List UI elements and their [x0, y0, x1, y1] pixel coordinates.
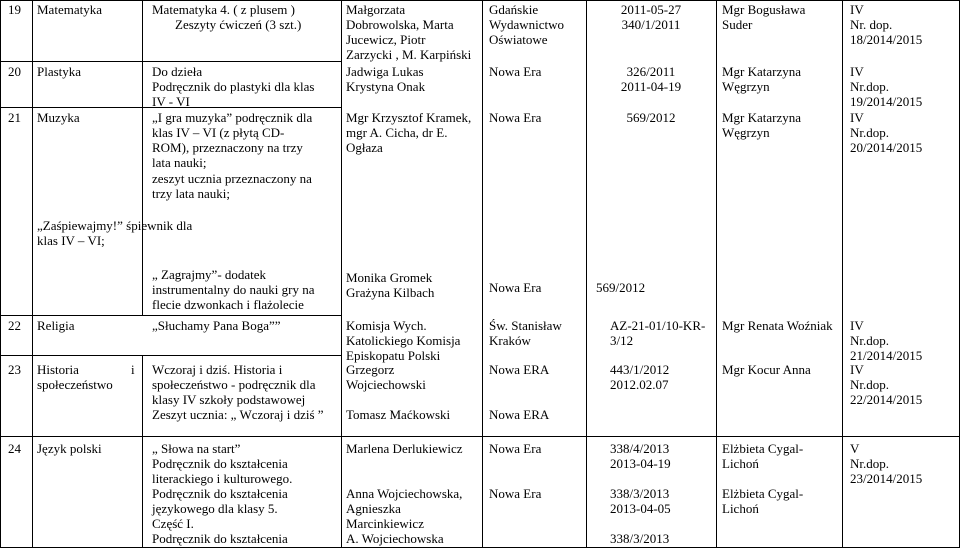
publisher-line: Wydawnictwo	[489, 17, 565, 32]
column-divider	[142, 355, 143, 548]
teacher-line: Mgr Kocur Anna	[722, 362, 811, 377]
publisher-line: Nowa Era	[489, 486, 542, 501]
subject-line: społeczeństwo	[37, 377, 113, 392]
subject-cell: Plastyka	[37, 64, 82, 79]
program-line: Nr.dop.	[850, 79, 889, 94]
program-line: 21/2014/2015	[850, 348, 923, 363]
teacher-line: Węgrzyn	[722, 125, 770, 140]
approval-line: 569/2012	[596, 280, 646, 295]
publisher-line: Nowa Era	[489, 441, 542, 456]
table-border-top	[0, 0, 960, 1]
title-line: Wczoraj i dziś. Historia i	[152, 362, 283, 377]
publisher-line: Kraków	[489, 333, 531, 348]
approval-line: 2013-04-19	[610, 456, 671, 471]
title-line: „Słuchamy Pana Boga””	[152, 318, 281, 333]
title-line: IV - VI	[152, 94, 190, 109]
teacher-line: Mgr Katarzyna	[722, 110, 802, 125]
approval-line: 2013-04-05	[610, 501, 671, 516]
title-line: flecie dzwonkach i flażolecie	[152, 297, 304, 312]
title-line: Matematyka 4. ( z plusem )	[152, 2, 295, 17]
title-line: językowego dla klasy 5.	[152, 501, 278, 516]
teacher-line: Mgr Renata Woźniak	[722, 318, 833, 333]
title-line: zeszyt ucznia przeznaczony na	[152, 171, 312, 186]
teacher-line: Elżbieta Cygal-	[722, 441, 804, 456]
approval-line: 338/3/2013	[610, 531, 670, 546]
title-line: klas IV – VI;	[37, 233, 105, 248]
title-line: Do dzieła	[152, 64, 203, 79]
approval-line: 443/1/2012	[610, 362, 670, 377]
author-line: Krystyna Onak	[346, 79, 426, 94]
title-line: Podręcznik do kształcenia	[152, 486, 288, 501]
program-line: Nr.dop.	[850, 333, 889, 348]
author-line: Zarzycki , M. Karpiński	[346, 47, 472, 62]
title-line: „ Zagrajmy”- dodatek	[152, 267, 267, 282]
author-line: Grażyna Kilbach	[346, 285, 435, 300]
row-divider	[0, 315, 341, 316]
author-line: Monika Gromek	[346, 270, 433, 285]
author-line: Jadwiga Lukas	[346, 64, 424, 79]
subject-cell: Religia	[37, 318, 75, 333]
column-divider	[0, 0, 1, 548]
teacher-line: Suder	[722, 17, 753, 32]
publisher-line: Nowa ERA	[489, 362, 550, 377]
author-line: Episkopatu Polski	[346, 348, 441, 363]
program-line: 18/2014/2015	[850, 32, 923, 47]
program-line: 23/2014/2015	[850, 471, 923, 486]
column-divider	[482, 0, 483, 548]
row-number: 20	[8, 64, 21, 79]
teacher-line: Lichoń	[722, 501, 759, 516]
teacher-line: Mgr Katarzyna	[722, 64, 802, 79]
row-number: 22	[8, 318, 21, 333]
program-line: Nr.dop.	[850, 456, 889, 471]
program-line: 20/2014/2015	[850, 140, 923, 155]
program-line: Nr.dop.	[850, 125, 889, 140]
author-line: Marlena Derlukiewicz	[346, 441, 463, 456]
author-line: Grzegorz	[346, 362, 395, 377]
title-line: Podręcznik do kształcenia	[152, 456, 288, 471]
title-line: lata nauki;	[152, 155, 207, 170]
title-line: „ Słowa na start”	[152, 441, 241, 456]
program-line: IV	[850, 64, 864, 79]
publisher-line: Nowa Era	[489, 64, 542, 79]
teacher-line: Mgr Bogusława	[722, 2, 806, 17]
column-divider	[32, 0, 33, 548]
author-line: Marcinkiewicz	[346, 516, 424, 531]
teacher-line: Elżbieta Cygal-	[722, 486, 804, 501]
title-line: „Zaśpiewajmy!” śpiewnik dla	[37, 218, 193, 233]
approval-line: 2011-04-19	[620, 79, 682, 94]
approval-line: 340/1/2011	[621, 17, 681, 32]
column-divider	[341, 0, 342, 548]
title-line: klasy IV szkoły podstawowej	[152, 392, 306, 407]
publisher-line: Oświatowe	[489, 32, 548, 47]
approval-line: 2012.02.07	[610, 377, 669, 392]
row-divider	[0, 61, 341, 62]
author-line: Anna Wojciechowska,	[346, 486, 463, 501]
row-divider	[0, 355, 341, 356]
title-line: trzy lata nauki;	[152, 186, 230, 201]
title-line: Zeszyt ucznia: „ Wczoraj i dziś ”	[152, 407, 324, 422]
author-line: A. Wojciechowska	[346, 531, 444, 546]
title-line: klas IV – VI (z płytą CD-	[152, 125, 285, 140]
program-line: IV	[850, 362, 864, 377]
program-line: 22/2014/2015	[850, 392, 923, 407]
author-line: Wojciechowski	[346, 377, 426, 392]
publisher-line: Nowa ERA	[489, 407, 550, 422]
program-line: Nr. dop.	[850, 17, 893, 32]
approval-line: 569/2012	[626, 110, 676, 125]
program-line: V	[850, 441, 860, 456]
program-line: IV	[850, 2, 864, 17]
publisher-line: Nowa Era	[489, 110, 542, 125]
column-divider	[142, 0, 143, 315]
author-line: Mgr Krzysztof Kramek,	[346, 110, 472, 125]
title-line: Część I.	[152, 516, 194, 531]
title-line: Podręcznik do kształcenia	[152, 531, 288, 546]
subject-cell: Język polski	[37, 441, 102, 456]
author-line: mgr A. Cicha, dr E.	[346, 125, 448, 140]
teacher-line: Węgrzyn	[722, 79, 770, 94]
author-line: Małgorzata	[346, 2, 406, 17]
publisher-line: Gdańskie	[489, 2, 539, 17]
program-line: 19/2014/2015	[850, 94, 923, 109]
program-line: Nr.dop.	[850, 377, 889, 392]
row-number: 19	[8, 2, 21, 17]
author-line: Jucewicz, Piotr	[346, 32, 426, 47]
title-line: ROM), przeznaczony na trzy	[152, 140, 303, 155]
author-line: Dobrowolska, Marta	[346, 17, 454, 32]
title-line: literackiego i kulturowego.	[152, 471, 293, 486]
column-divider	[842, 0, 843, 548]
column-divider	[716, 0, 717, 548]
author-line: Komisja Wych.	[346, 318, 427, 333]
approval-line: AZ-21-01/10-KR-	[610, 318, 706, 333]
row-number: 24	[8, 441, 21, 456]
author-line: Agnieszka	[346, 501, 401, 516]
program-line: IV	[850, 318, 864, 333]
author-line: Tomasz Maćkowski	[346, 407, 451, 422]
approval-line: 3/12	[610, 333, 634, 348]
author-line: Katolickiego Komisja	[346, 333, 461, 348]
subject-line: i	[131, 362, 135, 377]
title-line: Zeszyty ćwiczeń (3 szt.)	[175, 17, 302, 32]
approval-line: 338/4/2013	[610, 441, 670, 456]
publisher-line: Św. Stanisław	[489, 318, 562, 333]
title-line: Podręcznik do plastyki dla klas	[152, 79, 315, 94]
row-divider	[0, 436, 960, 437]
teacher-line: Lichoń	[722, 456, 759, 471]
approval-line: 326/2011	[626, 64, 676, 79]
title-line: „I gra muzyka” podręcznik dla	[152, 110, 313, 125]
title-line: instrumentalny do nauki gry na	[152, 282, 315, 297]
approval-line: 338/3/2013	[610, 486, 670, 501]
approval-line: 2011-05-27	[620, 2, 682, 17]
subject-cell: Muzyka	[37, 110, 80, 125]
subject-line: Historia	[37, 362, 79, 377]
row-number: 21	[8, 110, 21, 125]
author-line: Ogłaza	[346, 140, 383, 155]
program-line: IV	[850, 110, 864, 125]
title-line: społeczeństwo - podręcznik dla	[152, 377, 316, 392]
subject-cell: Matematyka	[37, 2, 102, 17]
row-number: 23	[8, 362, 21, 377]
publisher-line: Nowa Era	[489, 280, 542, 295]
